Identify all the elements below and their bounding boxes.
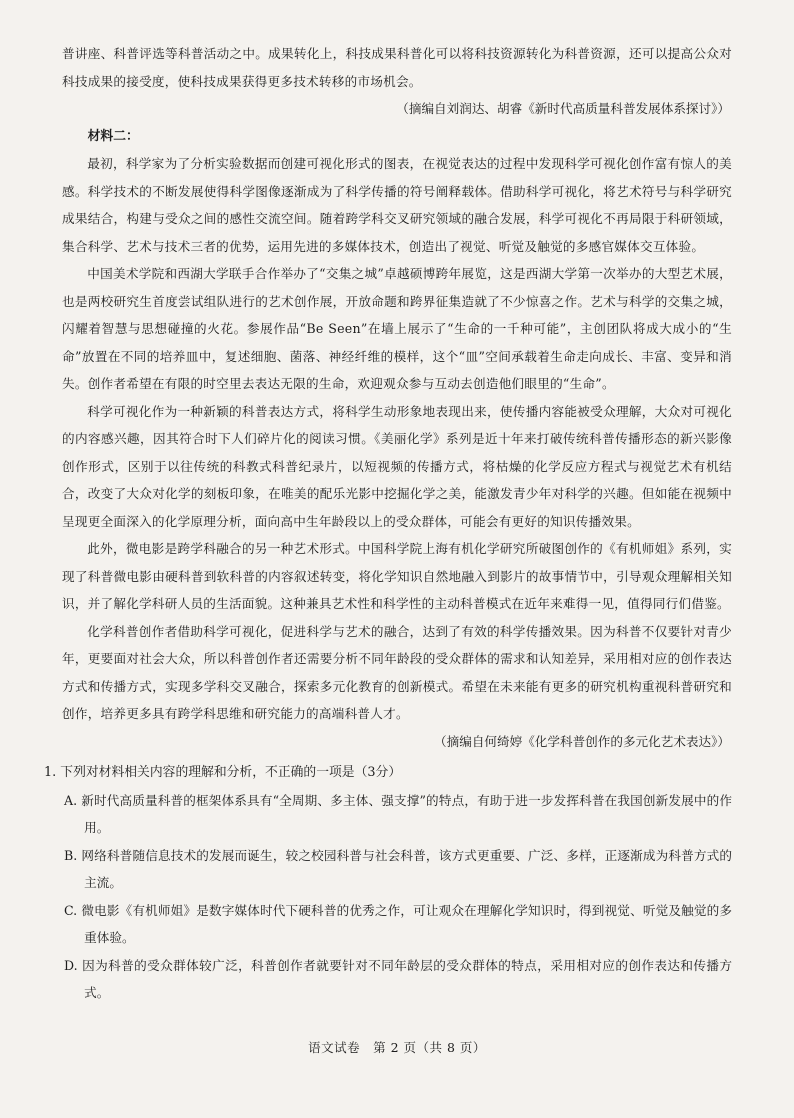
material-2-paragraph: 中国美术学院和西湖大学联手合作举办了“交集之城”卓越硕博跨年展览，这是西湖大学第一次举办的大型艺术展，也是两校研究生首度尝试组队进行的艺术创作展，开放命题和跨界征集造就了不少惊喜之作。艺术与科学的交集之城，闪耀着智慧与思想碰撞的火花。参展作品“Be Seen”在墙上展示了“生命的一千种可能”，主创团队将成大成小的“生命”放置在不同的培养皿中，复述细胞、菌落、神经纤维的模样，这个“皿”空间承载着生命走向成长、丰富、变异和消失。创作者希望在有限的时空里去表达无限的生命，欢迎观众参与互动去创造他们眼里的“生命”。 bbox=[62, 266, 732, 391]
material-2-paragraph: 最初，科学家为了分析实验数据而创建可视化形式的图表，在视觉表达的过程中发现科学可视化创作富有惊人的美感。科学技术的不断发展使得科学图像逐渐成为了科学传播的符号阐释载体。借助科学可视化，将艺术符号与科学研究成果结合，构建与受众之间的感性交流空间。随着跨学科交叉研究领域的融合发展，科学可视化不再局限于科研领域，集合科学、艺术与技术三者的优势，运用先进的多媒体技术，创造出了视觉、听觉及触觉的多感官媒体交互体验。 bbox=[62, 156, 732, 254]
question-1-option-d: D. 因为科普的受众群体较广泛，科普创作者就要针对不同年龄层的受众群体的特点，采用相对应的创作表达和传播方式。 bbox=[64, 957, 732, 1000]
intro-paragraph: 普讲座、科普评选等科普活动之中。成果转化上，科技成果科普化可以将科技资源转化为科普资源，还可以提高公众对科技成果的接受度，使科技成果获得更多技术转移的市场机会。 bbox=[62, 46, 732, 89]
question-1-option-c: C. 微电影《有机师姐》是数字媒体时代下硬科普的优秀之作，可让观众在理解化学知识时，得到视觉、听觉及触觉的多重体验。 bbox=[64, 902, 732, 945]
source-citation-2: （摘编自何绮婷《化学科普创作的多元化艺术表达》） bbox=[434, 733, 730, 749]
material-2-paragraph: 此外，微电影是跨学科融合的另一种艺术形式。中国科学院上海有机化学研究所破图创作的《有机师姐》系列，实现了科普微电影由硬科普到软科普的内容叙述转变，将化学知识自然地融入到影片的故事情节中，引导观众理解相关知识，并了解化学科研人员的生活面貌。这种兼具艺术性和科学性的主动科普模式在近年来难得一见，值得同行们借鉴。 bbox=[62, 541, 732, 611]
material-2-paragraph: 化学科普创作者借助科学可视化，促进科学与艺术的融合，达到了有效的科学传播效果。因为科普不仅要针对青少年，更要面对社会大众，所以科普创作者还需要分析不同年龄段的受众群体的需求和认知差异，采用相对应的创作表达方式和传播方式，实现多学科交叉融合，探索多元化教育的创新模式。希望在未来能有更多的研究机构重视科普研究和创作，培养更多具有跨学科思维和研究能力的高端科普人才。 bbox=[62, 623, 732, 721]
question-1-option-a: A. 新时代高质量科普的框架体系具有“全周期、多主体、强支撑”的特点，有助于进一步发挥科普在我国创新发展中的作用。 bbox=[64, 792, 732, 835]
question-1-stem: 1. 下列对材料相关内容的理解和分析，不正确的一项是（3分） bbox=[44, 765, 402, 780]
material-2-paragraph: 科学可视化作为一种新颖的科普表达方式，将科学生动形象地表现出来，使传播内容能被受众理解，大众对可视化的内容感兴趣，因其符合时下人们碎片化的阅读习惯。《美丽化学》系列是近十年来打破传统科普传播形态的新兴影像创作形式，区别于以往传统的科教式科普纪录片，以短视频的传播方式，将枯燥的化学反应方程式与视觉艺术有机结合，改变了大众对化学的刻板印象，在唯美的配乐光影中挖掘化学之美，能激发青少年对科学的兴趣。但如能在视频中呈现更全面深入的化学原理分析，面向高中生年龄段以上的受众群体，可能会有更好的知识传播效果。 bbox=[62, 403, 732, 529]
question-1-option-b: B. 网络科普随信息技术的发展而诞生，较之校园科普与社会科普，该方式更重要、广泛、多样，正逐渐成为科普方式的主流。 bbox=[64, 847, 732, 890]
page-footer: 语文试卷 第 2 页（共 8 页） bbox=[308, 1040, 486, 1055]
material-2-heading: 材料二： bbox=[87, 128, 139, 144]
source-citation-1: （摘编自刘润达、胡睿《新时代高质量科普发展体系探讨》） bbox=[396, 101, 730, 116]
